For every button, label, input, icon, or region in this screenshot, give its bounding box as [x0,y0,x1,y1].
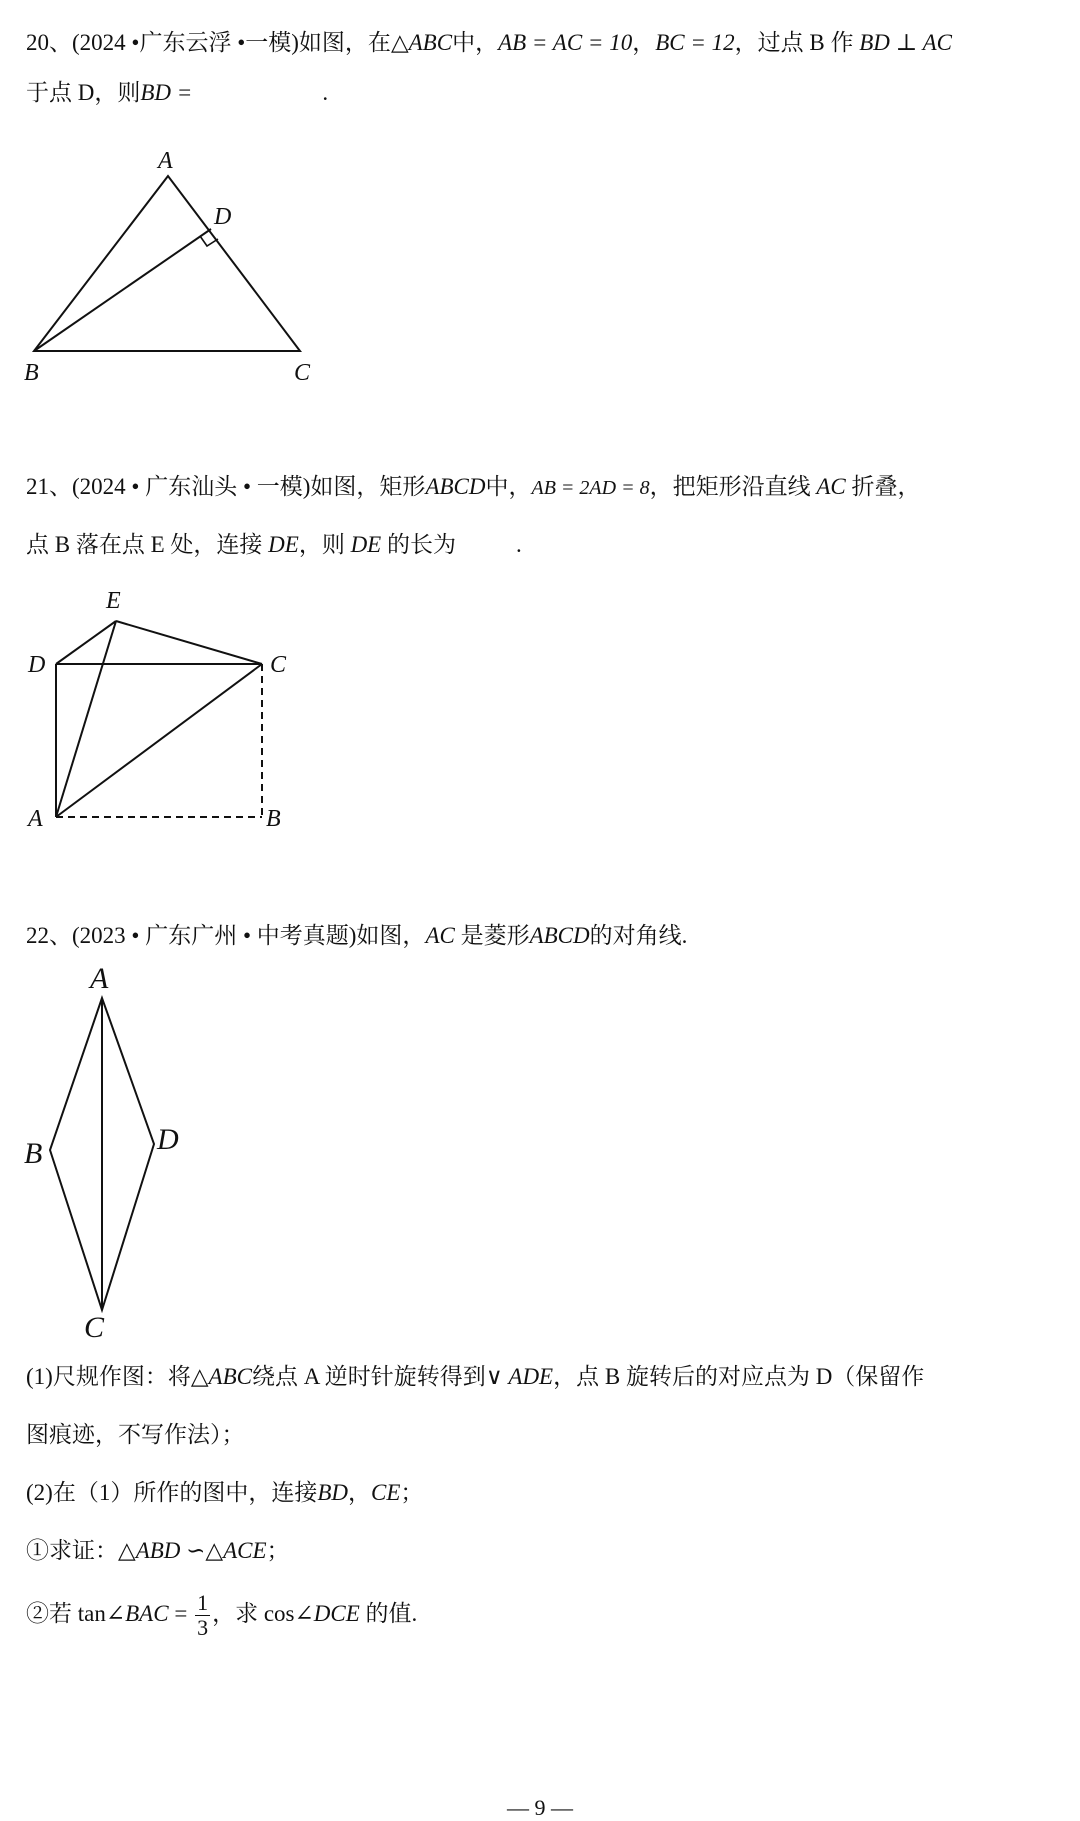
question-1-line: ①求证：△ABD ∽△ACE； [26,1538,290,1563]
label-e: E [106,588,121,614]
question-2-line: ②若 tan∠BAC = $\frac{1}{3}$ ，求 cos∠DCE 的值. [26,1590,418,1641]
label-a: A [90,962,109,995]
problem-22-line-1: 22、(2023 • 广东广州 • 中考真题)如图，AC 是菱形ABCD的对角线. [26,923,688,948]
triangle-abc [34,176,300,351]
label-c: C [294,360,311,386]
label-c: C [84,1311,105,1338]
fraction: $\frac{1}{3}$ [197,1590,209,1641]
label-a: A [28,806,43,832]
segment-bd [34,229,211,351]
segment-ea [56,621,116,817]
problem-20-line-1: 20、(2024 •广东云浮 •一模)如图，在△ABC中，AB = AC = 10，BC = 12，过点 B 作 BD ⊥ AC [26,30,952,55]
label-d: D [157,1123,179,1156]
problem-21-line-1: 21、(2024 • 广东汕头 • 一模)如图，矩形ABCD中，AB = 2AD = 8，把矩形沿直线 AC 折叠， [26,474,921,499]
problem-20-line-2: 于点 D，则BD = . [26,80,329,105]
label-d: D [214,204,232,230]
segment-ac [56,664,262,817]
label-b: B [266,806,281,832]
part-1-line-2: 图痕迹，不写作法）； [26,1422,245,1447]
label-c: C [270,652,287,678]
label-a: A [158,148,173,174]
label-d: D [28,652,46,678]
part-1-line-1: (1)尺规作图：将△ABC绕点 A 逆时针旋转得到∨ ADE，点 B 旋转后的对应点为 D（保留作 [26,1364,925,1389]
figure-rhombus-abcd [0,958,220,1338]
part-2-line: (2)在（1）所作的图中，连接BD，CE； [26,1480,424,1505]
label-b: B [24,360,39,386]
figure-triangle-abc [0,140,360,400]
problem-21-line-2: 点 B 落在点 E 处，连接 DE，则 DE 的长为 . [26,532,522,557]
segment-de [56,621,116,664]
figure-rectangle-abcd [0,580,320,840]
page-number: — 9 — [507,1795,573,1820]
segment-ec [116,621,262,664]
label-b: B [24,1137,43,1170]
